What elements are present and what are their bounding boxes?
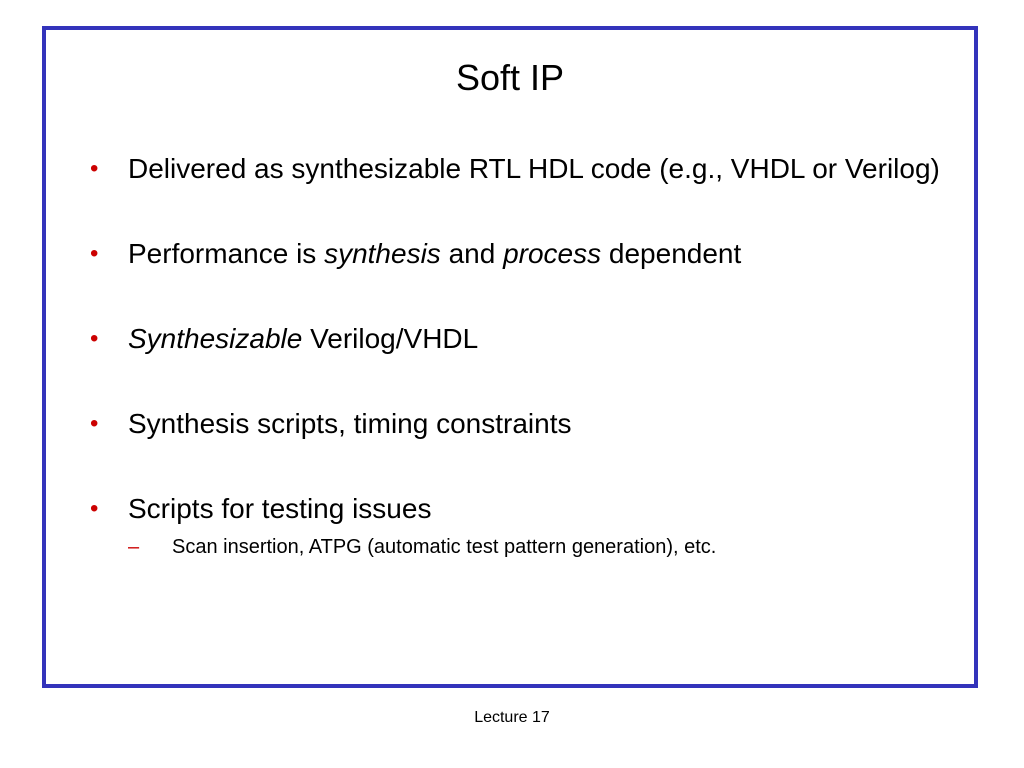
bullet-item (86, 407, 946, 441)
bullet-emphasis-synthesis: synthesis (324, 238, 441, 269)
bullet-emphasis-process: process (503, 238, 602, 269)
sub-bullet-item (128, 534, 946, 560)
slide-footer: Lecture 17 (474, 709, 550, 726)
bullet-text: Synthesis scripts, timing constraints (128, 408, 572, 439)
bullet-text: Scripts for testing issues (128, 493, 432, 524)
sub-bullet-marker: – (128, 536, 140, 558)
bullet-item (86, 492, 946, 560)
bullet-list (86, 152, 946, 560)
bullet-marker: • (90, 410, 99, 437)
bullet-item (86, 152, 946, 186)
bullet-marker: • (90, 495, 99, 522)
sub-bullet-text: Scan insertion, ATPG (automatic test pattern generation), etc. (172, 536, 717, 558)
bullet-marker: • (90, 240, 99, 267)
bullet-marker: • (90, 325, 99, 352)
bullet-text-post: Verilog/VHDL (302, 323, 479, 354)
bullet-item (86, 322, 946, 356)
bullet-text-mid: and (440, 238, 504, 269)
bullet-text: Delivered as synthesizable RTL HDL code (e.g., VHDL or Verilog) (128, 153, 940, 184)
slide-frame (42, 26, 978, 688)
slide-title: Soft IP (455, 57, 565, 98)
bullet-emphasis-synthesizable: Synthesizable (128, 323, 303, 354)
bullet-text-pre: Performance is (128, 238, 325, 269)
bullet-item (86, 237, 946, 271)
bullet-marker: • (90, 155, 99, 182)
bullet-text-post: dependent (601, 238, 742, 269)
